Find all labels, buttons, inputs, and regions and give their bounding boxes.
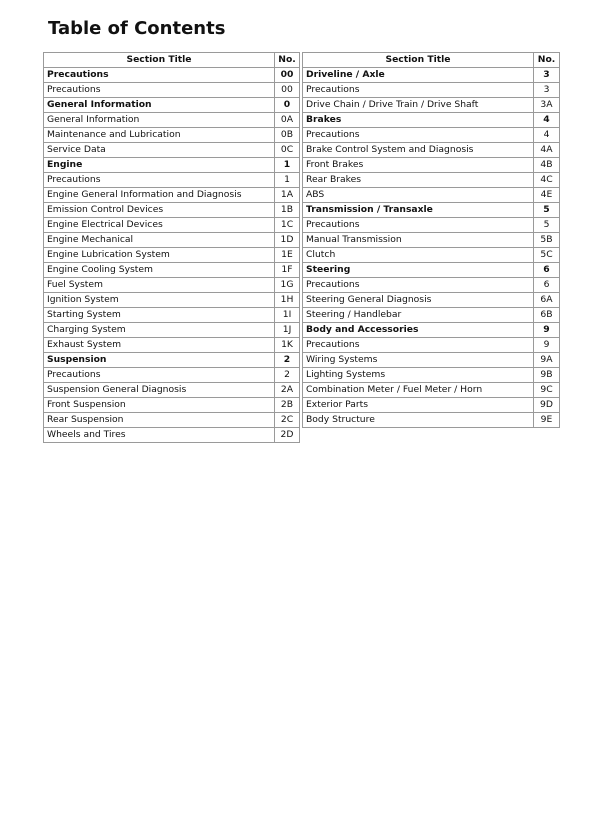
toc-subsection-row[interactable] bbox=[44, 203, 300, 218]
section-number: 4C bbox=[534, 173, 560, 188]
section-number: 2D bbox=[275, 428, 300, 443]
section-title: Engine Mechanical bbox=[44, 233, 275, 248]
section-title: Brakes bbox=[303, 113, 534, 128]
section-title: Brake Control System and Diagnosis bbox=[303, 143, 534, 158]
toc-subsection-row[interactable] bbox=[44, 173, 300, 188]
section-number: 2B bbox=[275, 398, 300, 413]
toc-subsection-row[interactable] bbox=[303, 233, 560, 248]
toc-section-row[interactable] bbox=[303, 323, 560, 338]
toc-subsection-row[interactable] bbox=[303, 368, 560, 383]
toc-table-right bbox=[302, 52, 560, 428]
toc-subsection-row[interactable] bbox=[303, 188, 560, 203]
section-number: 0C bbox=[275, 143, 300, 158]
section-number: 1 bbox=[275, 173, 300, 188]
section-number: 9D bbox=[534, 398, 560, 413]
toc-subsection-row[interactable] bbox=[44, 248, 300, 263]
section-number: 1K bbox=[275, 338, 300, 353]
section-title: Precautions bbox=[44, 173, 275, 188]
toc-subsection-row[interactable] bbox=[303, 218, 560, 233]
section-title: Body Structure bbox=[303, 413, 534, 428]
section-number: 00 bbox=[275, 68, 300, 83]
section-title: Wiring Systems bbox=[303, 353, 534, 368]
toc-subsection-row[interactable] bbox=[303, 143, 560, 158]
section-title: Front Suspension bbox=[44, 398, 275, 413]
section-title: Combination Meter / Fuel Meter / Horn bbox=[303, 383, 534, 398]
section-title: Precautions bbox=[303, 83, 534, 98]
section-title: Engine bbox=[44, 158, 275, 173]
section-number: 6 bbox=[534, 278, 560, 293]
toc-subsection-row[interactable] bbox=[44, 368, 300, 383]
section-number: 1B bbox=[275, 203, 300, 218]
section-number: 4A bbox=[534, 143, 560, 158]
section-number: 1G bbox=[275, 278, 300, 293]
toc-subsection-row[interactable] bbox=[44, 293, 300, 308]
section-number: 1E bbox=[275, 248, 300, 263]
section-title: Emission Control Devices bbox=[44, 203, 275, 218]
section-number: 5 bbox=[534, 203, 560, 218]
section-number: 5B bbox=[534, 233, 560, 248]
toc-subsection-row[interactable] bbox=[44, 338, 300, 353]
section-number: 1F bbox=[275, 263, 300, 278]
section-title: Precautions bbox=[303, 338, 534, 353]
section-title: Fuel System bbox=[44, 278, 275, 293]
section-title: Front Brakes bbox=[303, 158, 534, 173]
section-title: Exhaust System bbox=[44, 338, 275, 353]
section-title: Maintenance and Lubrication bbox=[44, 128, 275, 143]
toc-section-row[interactable] bbox=[44, 98, 300, 113]
toc-section-row[interactable] bbox=[44, 353, 300, 368]
toc-section-row[interactable] bbox=[44, 68, 300, 83]
section-number: 9C bbox=[534, 383, 560, 398]
section-number: 4B bbox=[534, 158, 560, 173]
toc-subsection-row[interactable] bbox=[303, 278, 560, 293]
toc-subsection-row[interactable] bbox=[303, 158, 560, 173]
section-number: 1D bbox=[275, 233, 300, 248]
section-number: 4E bbox=[534, 188, 560, 203]
section-number: 1I bbox=[275, 308, 300, 323]
section-title: Clutch bbox=[303, 248, 534, 263]
section-number: 2C bbox=[275, 413, 300, 428]
section-title: Engine Lubrication System bbox=[44, 248, 275, 263]
section-number: 2A bbox=[275, 383, 300, 398]
section-number: 6A bbox=[534, 293, 560, 308]
section-title: General Information bbox=[44, 98, 275, 113]
toc-subsection-row[interactable] bbox=[303, 83, 560, 98]
section-number: 3A bbox=[534, 98, 560, 113]
number-header: No. bbox=[534, 53, 560, 68]
section-title: Engine General Information and Diagnosis bbox=[44, 188, 275, 203]
section-title: Manual Transmission bbox=[303, 233, 534, 248]
section-title: Service Data bbox=[44, 143, 275, 158]
section-title: Rear Brakes bbox=[303, 173, 534, 188]
toc-subsection-row[interactable] bbox=[303, 128, 560, 143]
section-number: 1H bbox=[275, 293, 300, 308]
toc-subsection-row[interactable] bbox=[303, 308, 560, 323]
section-title: Engine Electrical Devices bbox=[44, 218, 275, 233]
toc-subsection-row[interactable] bbox=[303, 98, 560, 113]
section-number: 0B bbox=[275, 128, 300, 143]
toc-subsection-row[interactable] bbox=[44, 218, 300, 233]
header-row bbox=[303, 53, 560, 68]
section-title: Precautions bbox=[303, 128, 534, 143]
section-number: 2 bbox=[275, 368, 300, 383]
section-title: Transmission / Transaxle bbox=[303, 203, 534, 218]
section-title: Charging System bbox=[44, 323, 275, 338]
toc-section-row[interactable] bbox=[303, 263, 560, 278]
section-title: Starting System bbox=[44, 308, 275, 323]
section-title: Steering / Handlebar bbox=[303, 308, 534, 323]
toc-subsection-row[interactable] bbox=[303, 398, 560, 413]
section-title: Precautions bbox=[44, 368, 275, 383]
section-title: Suspension General Diagnosis bbox=[44, 383, 275, 398]
section-number: 5 bbox=[534, 218, 560, 233]
toc-subsection-row[interactable] bbox=[44, 113, 300, 128]
section-title-header: Section Title bbox=[303, 53, 534, 68]
toc-section-row[interactable] bbox=[303, 113, 560, 128]
toc-subsection-row[interactable] bbox=[44, 383, 300, 398]
toc-section-row[interactable] bbox=[44, 158, 300, 173]
section-title: Wheels and Tires bbox=[44, 428, 275, 443]
toc-subsection-row[interactable] bbox=[44, 263, 300, 278]
section-number: 4 bbox=[534, 128, 560, 143]
toc-subsection-row[interactable] bbox=[303, 293, 560, 308]
section-number: 9B bbox=[534, 368, 560, 383]
section-title: Drive Chain / Drive Train / Drive Shaft bbox=[303, 98, 534, 113]
toc-subsection-row[interactable] bbox=[44, 428, 300, 443]
section-title: Precautions bbox=[44, 68, 275, 83]
toc-table-left bbox=[43, 52, 300, 443]
toc-subsection-row[interactable] bbox=[44, 308, 300, 323]
section-title: Precautions bbox=[44, 83, 275, 98]
section-title: Steering General Diagnosis bbox=[303, 293, 534, 308]
toc-subsection-row[interactable] bbox=[303, 383, 560, 398]
section-title: General Information bbox=[44, 113, 275, 128]
toc-subsection-row[interactable] bbox=[44, 128, 300, 143]
section-title: Body and Accessories bbox=[303, 323, 534, 338]
toc-subsection-row[interactable] bbox=[44, 278, 300, 293]
section-title-header: Section Title bbox=[44, 53, 275, 68]
toc-subsection-row[interactable] bbox=[44, 143, 300, 158]
section-title: Precautions bbox=[303, 278, 534, 293]
section-number: 9A bbox=[534, 353, 560, 368]
section-number: 4 bbox=[534, 113, 560, 128]
toc-subsection-row[interactable] bbox=[44, 83, 300, 98]
section-number: 1 bbox=[275, 158, 300, 173]
number-header: No. bbox=[275, 53, 300, 68]
toc-subsection-row[interactable] bbox=[303, 173, 560, 188]
section-title: Precautions bbox=[303, 218, 534, 233]
section-title: Lighting Systems bbox=[303, 368, 534, 383]
section-number: 6 bbox=[534, 263, 560, 278]
toc-subsection-row[interactable] bbox=[303, 338, 560, 353]
toc-subsection-row[interactable] bbox=[44, 413, 300, 428]
section-number: 0 bbox=[275, 98, 300, 113]
section-number: 1C bbox=[275, 218, 300, 233]
toc-subsection-row[interactable] bbox=[303, 353, 560, 368]
section-title: ABS bbox=[303, 188, 534, 203]
section-number: 9 bbox=[534, 323, 560, 338]
toc-subsection-row[interactable] bbox=[303, 413, 560, 428]
section-number: 2 bbox=[275, 353, 300, 368]
section-number: 5C bbox=[534, 248, 560, 263]
section-number: 3 bbox=[534, 68, 560, 83]
section-number: 1J bbox=[275, 323, 300, 338]
toc-section-row[interactable] bbox=[303, 203, 560, 218]
page-title: Table of Contents bbox=[48, 18, 226, 39]
section-number: 9 bbox=[534, 338, 560, 353]
section-title: Engine Cooling System bbox=[44, 263, 275, 278]
toc-section-row[interactable] bbox=[303, 68, 560, 83]
section-title: Ignition System bbox=[44, 293, 275, 308]
section-number: 1A bbox=[275, 188, 300, 203]
section-number: 3 bbox=[534, 83, 560, 98]
section-title: Exterior Parts bbox=[303, 398, 534, 413]
section-number: 00 bbox=[275, 83, 300, 98]
toc-subsection-row[interactable] bbox=[44, 188, 300, 203]
toc-subsection-row[interactable] bbox=[44, 398, 300, 413]
section-title: Driveline / Axle bbox=[303, 68, 534, 83]
header-row bbox=[44, 53, 300, 68]
section-title: Rear Suspension bbox=[44, 413, 275, 428]
section-title: Suspension bbox=[44, 353, 275, 368]
section-number: 9E bbox=[534, 413, 560, 428]
toc-subsection-row[interactable] bbox=[44, 323, 300, 338]
section-title: Steering bbox=[303, 263, 534, 278]
section-number: 0A bbox=[275, 113, 300, 128]
toc-subsection-row[interactable] bbox=[44, 233, 300, 248]
section-number: 6B bbox=[534, 308, 560, 323]
toc-subsection-row[interactable] bbox=[303, 248, 560, 263]
